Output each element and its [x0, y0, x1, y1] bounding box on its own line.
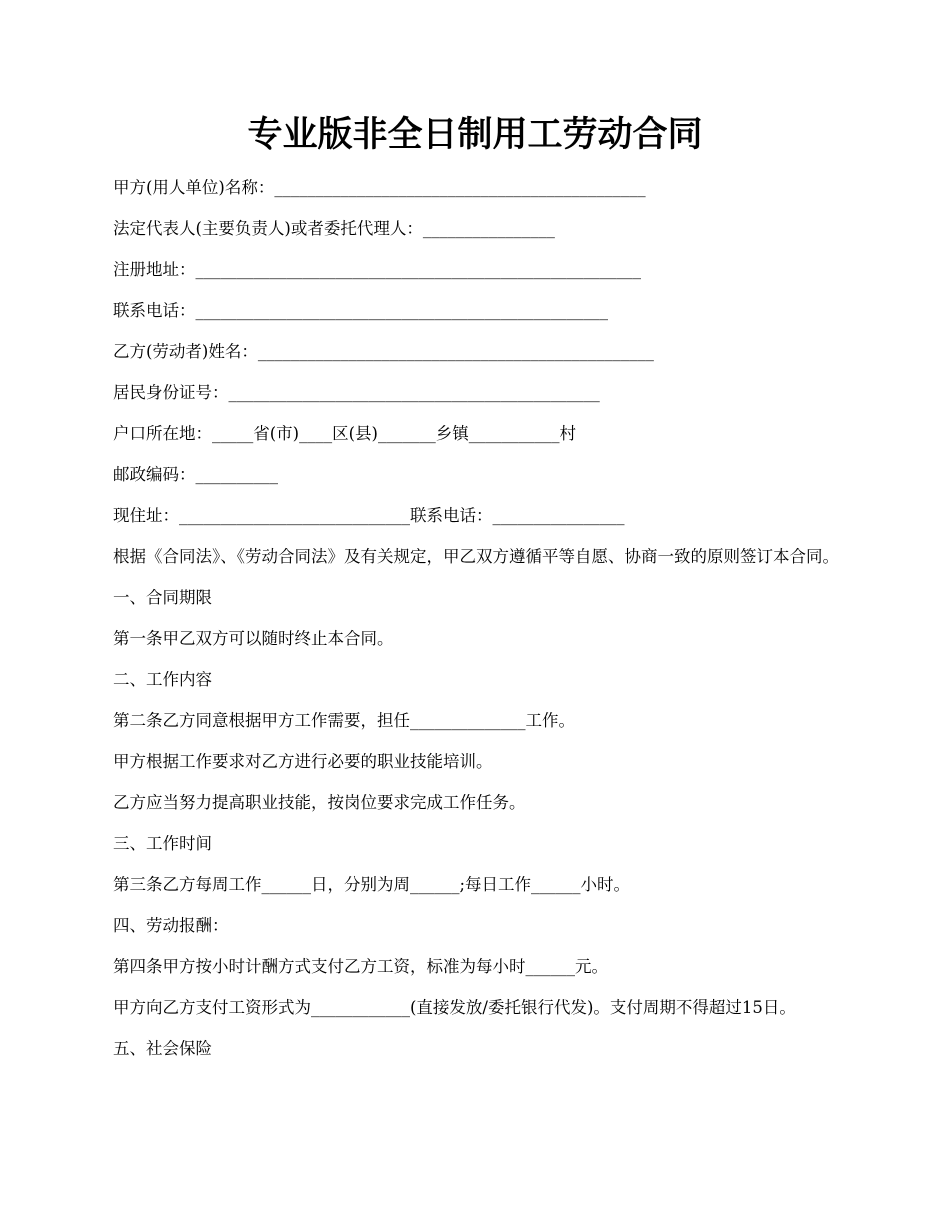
section-heading-work-time: 三、工作时间 — [113, 834, 212, 853]
article-4: 第四条甲方按小时计酬方式支付乙方工资，标准为每小时______元。 — [113, 957, 608, 976]
document-body — [113, 178, 843, 1059]
section-heading-term: 一、合同期限 — [113, 588, 212, 607]
id-number-line: 居民身份证号：_____________________________________________ — [113, 383, 600, 402]
payment-method-paragraph: 甲方向乙方支付工资形式为____________(直接发放/委托银行代发)。支付周期不得超过15日。 — [113, 998, 796, 1017]
current-address-line: 现住址：____________________________联系电话：________________ — [113, 506, 625, 525]
party-a-name-line: 甲方(用人单位)名称：_____________________________________________ — [113, 178, 646, 197]
party-b-name-line: 乙方(劳动者)姓名：________________________________________________ — [113, 342, 654, 361]
training-paragraph: 甲方根据工作要求对乙方进行必要的职业技能培训。 — [113, 752, 493, 771]
section-heading-remuneration: 四、劳动报酬： — [113, 916, 229, 935]
household-registration-line: 户口所在地：_____省(市)____区(县)_______乡镇___________村 — [113, 424, 576, 443]
section-heading-social-insurance: 五、社会保险 — [113, 1039, 212, 1058]
article-1: 第一条甲乙双方可以随时终止本合同。 — [113, 629, 394, 648]
document-title: 专业版非全日制用工劳动合同 — [247, 114, 703, 155]
preamble-paragraph: 根据《合同法》、《劳动合同法》及有关规定，甲乙双方遵循平等自愿、协商一致的原则签订本合同。 — [113, 547, 839, 566]
legal-representative-line: 法定代表人(主要负责人)或者委托代理人：________________ — [113, 219, 555, 238]
registered-address-line: 注册地址：______________________________________________________ — [113, 260, 641, 279]
skills-paragraph: 乙方应当努力提高职业技能，按岗位要求完成工作任务。 — [113, 793, 526, 812]
postal-code-line: 邮政编码：__________ — [113, 465, 278, 484]
section-heading-work-content: 二、工作内容 — [113, 670, 212, 689]
party-a-phone-line: 联系电话：__________________________________________________ — [113, 301, 608, 320]
article-3: 第三条乙方每周工作______日，分别为周______;每日工作______小时。 — [113, 875, 631, 894]
article-2: 第二条乙方同意根据甲方工作需要，担任______________工作。 — [113, 711, 575, 730]
